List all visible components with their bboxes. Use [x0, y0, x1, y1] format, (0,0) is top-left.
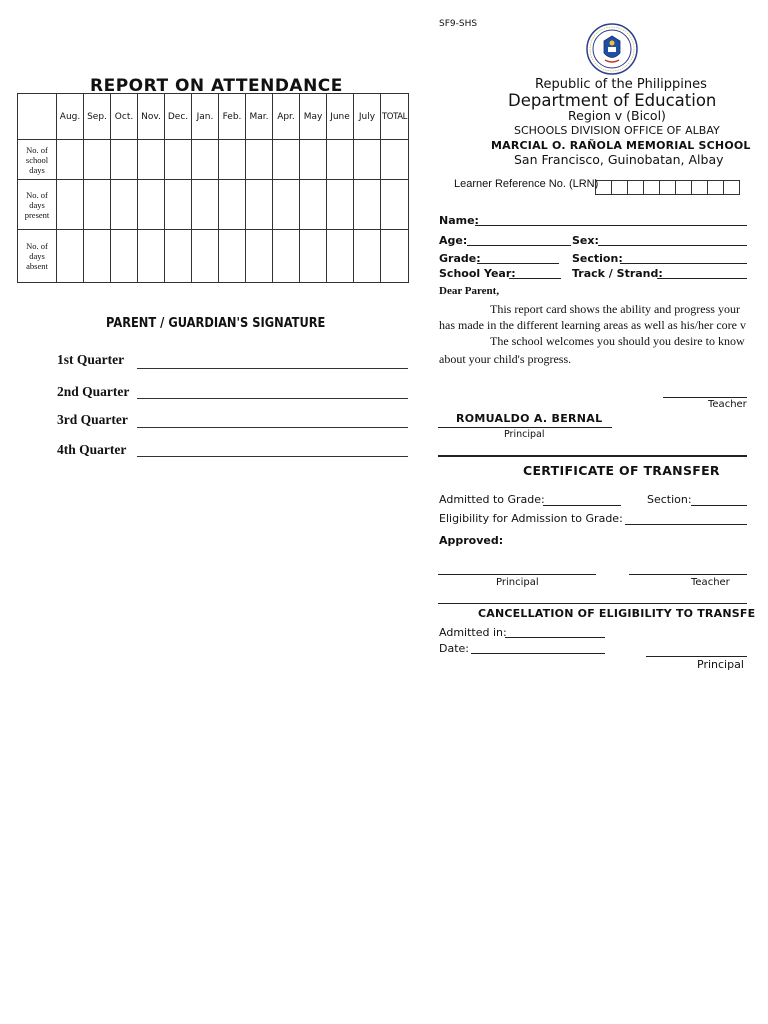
attendance-cell[interactable] — [219, 140, 246, 180]
cancellation-principal-line[interactable] — [646, 656, 747, 657]
admitted-in-label: Admitted in: — [439, 626, 507, 639]
admitted-grade-field[interactable] — [543, 505, 621, 506]
attendance-cell[interactable] — [354, 180, 381, 230]
attendance-cell[interactable] — [57, 140, 84, 180]
attendance-cell[interactable] — [246, 140, 273, 180]
teacher-label: Teacher — [708, 399, 747, 410]
lrn-boxes[interactable] — [596, 177, 740, 196]
transfer-teacher-label: Teacher — [691, 577, 730, 588]
attendance-cell[interactable] — [192, 230, 219, 283]
month-header: Dec. — [165, 94, 192, 140]
lrn-digit-box[interactable] — [611, 180, 628, 195]
principal-signature-line[interactable] — [438, 427, 612, 428]
eligibility-label: Eligibility for Admission to Grade: — [439, 512, 623, 525]
attendance-cell[interactable] — [84, 180, 111, 230]
attendance-cell[interactable] — [273, 230, 300, 283]
age-label: Age: — [439, 234, 468, 247]
quarter-label: 3rd Quarter — [57, 412, 128, 427]
division-line: SCHOOLS DIVISION OFFICE OF ALBAY — [514, 124, 720, 137]
month-header: Apr. — [273, 94, 300, 140]
transfer-section-field[interactable] — [691, 505, 747, 506]
lrn-digit-box[interactable] — [643, 180, 660, 195]
department-name: Department of Education — [508, 91, 717, 110]
cancellation-principal-label: Principal — [697, 658, 744, 671]
quarter-label: 4th Quarter — [57, 442, 127, 457]
admitted-grade-label: Admitted to Grade: — [439, 493, 545, 506]
month-header: Nov. — [138, 94, 165, 140]
section-field[interactable] — [620, 263, 747, 264]
sex-label: Sex: — [572, 234, 599, 247]
transfer-teacher-line[interactable] — [629, 574, 747, 575]
transfer-principal-line[interactable] — [438, 574, 596, 575]
attendance-cell[interactable] — [219, 230, 246, 283]
signature-line-q2[interactable] — [137, 398, 408, 399]
quarter-label: 1st Quarter — [57, 352, 125, 367]
transfer-section-label: Section: — [647, 493, 692, 506]
transfer-title: CERTIFICATE OF TRANSFER — [523, 463, 720, 478]
attendance-cell[interactable] — [165, 140, 192, 180]
attendance-table — [17, 93, 409, 283]
admitted-in-field[interactable] — [505, 637, 605, 638]
name-field[interactable] — [475, 225, 747, 226]
attendance-cell[interactable] — [246, 230, 273, 283]
form-code: SF9-SHS — [439, 19, 478, 29]
attendance-cell[interactable] — [57, 230, 84, 283]
school-year-label: School Year: — [439, 267, 516, 280]
principal-name: ROMUALDO A. BERNAL — [456, 412, 603, 425]
month-header: Sep. — [84, 94, 111, 140]
month-header: Jan. — [192, 94, 219, 140]
cancellation-title: CANCELLATION OF ELIGIBILITY TO TRANSFE — [478, 607, 756, 620]
month-header: Feb. — [219, 94, 246, 140]
attendance-cell[interactable] — [354, 230, 381, 283]
row-label: No. of days absent — [18, 230, 57, 283]
name-label: Name: — [439, 214, 479, 227]
month-header: Mar. — [246, 94, 273, 140]
attendance-cell[interactable] — [84, 230, 111, 283]
letter-line: about your child's progress. — [439, 352, 572, 366]
lrn-digit-box[interactable] — [675, 180, 692, 195]
section-label: Section: — [572, 252, 623, 265]
attendance-cell[interactable] — [138, 140, 165, 180]
letter-line: has made in the different learning areas as well as his/her core v — [439, 318, 746, 332]
principal-label: Principal — [504, 429, 545, 440]
school-name: MARCIAL O. RAÑOLA MEMORIAL SCHOOL — [491, 139, 751, 152]
lrn-digit-box[interactable] — [627, 180, 644, 195]
attendance-cell[interactable] — [327, 230, 354, 283]
republic-line: Republic of the Philippines — [535, 77, 707, 92]
attendance-cell[interactable] — [354, 140, 381, 180]
letter-line: The school welcomes you should you desire to know — [490, 334, 745, 348]
school-address: San Francisco, Guinobatan, Albay — [514, 152, 724, 167]
letter-line: This report card shows the ability and progress your — [490, 302, 740, 316]
attendance-cell[interactable] — [246, 180, 273, 230]
attendance-total-cell[interactable] — [381, 180, 409, 230]
attendance-cell[interactable] — [300, 230, 327, 283]
track-strand-label: Track / Strand: — [572, 267, 663, 280]
lrn-digit-box[interactable] — [723, 180, 740, 195]
attendance-cell[interactable] — [165, 180, 192, 230]
attendance-cell[interactable] — [327, 180, 354, 230]
attendance-cell[interactable] — [327, 140, 354, 180]
eligibility-field[interactable] — [625, 524, 747, 525]
lrn-digit-box[interactable] — [691, 180, 708, 195]
attendance-row-days-absent — [18, 230, 409, 283]
month-header: June — [327, 94, 354, 140]
lrn-digit-box[interactable] — [595, 180, 612, 195]
age-field[interactable] — [467, 245, 571, 246]
grade-label: Grade: — [439, 252, 481, 265]
approved-label: Approved: — [439, 534, 504, 547]
attendance-cell[interactable] — [57, 180, 84, 230]
row-label: No. of days present — [18, 180, 57, 230]
letter-salutation: Dear Parent, — [439, 285, 500, 297]
month-header: May — [300, 94, 327, 140]
attendance-total-cell[interactable] — [381, 230, 409, 283]
signature-title: PARENT / GUARDIAN'S SIGNATURE — [106, 316, 326, 331]
region-line: Region v (Bicol) — [568, 108, 666, 123]
signature-line-q3[interactable] — [137, 427, 408, 428]
attendance-title: REPORT ON ATTENDANCE — [90, 76, 343, 96]
total-header: TOTAL — [381, 94, 409, 140]
grade-field[interactable] — [477, 263, 559, 264]
lrn-digit-box[interactable] — [659, 180, 676, 195]
month-header: Aug. — [57, 94, 84, 140]
attendance-cell[interactable] — [273, 180, 300, 230]
sex-field[interactable] — [598, 245, 747, 246]
school-year-field[interactable] — [509, 278, 561, 279]
attendance-cell[interactable] — [84, 140, 111, 180]
attendance-row-school-days — [18, 140, 409, 180]
attendance-cell[interactable] — [300, 140, 327, 180]
attendance-cell[interactable] — [300, 180, 327, 230]
month-header: July — [354, 94, 381, 140]
attendance-cell[interactable] — [138, 230, 165, 283]
transfer-principal-label: Principal — [496, 577, 539, 588]
attendance-cell[interactable] — [219, 180, 246, 230]
attendance-cell[interactable] — [138, 180, 165, 230]
date-label: Date: — [439, 642, 469, 655]
deped-seal-icon — [586, 23, 638, 75]
attendance-row-days-present — [18, 180, 409, 230]
attendance-cell[interactable] — [192, 180, 219, 230]
signature-line-q1[interactable] — [137, 368, 408, 369]
attendance-total-cell[interactable] — [381, 140, 409, 180]
quarter-label: 2nd Quarter — [57, 384, 130, 399]
month-header: Oct. — [111, 94, 138, 140]
section-divider — [438, 455, 747, 457]
attendance-cell[interactable] — [111, 180, 138, 230]
attendance-cell[interactable] — [273, 140, 300, 180]
track-strand-field[interactable] — [657, 278, 747, 279]
date-field[interactable] — [471, 653, 605, 654]
attendance-cell[interactable] — [111, 230, 138, 283]
attendance-cell[interactable] — [165, 230, 192, 283]
lrn-digit-box[interactable] — [707, 180, 724, 195]
attendance-cell[interactable] — [111, 140, 138, 180]
corner-cell — [18, 94, 57, 140]
attendance-header-row — [18, 94, 409, 140]
cancellation-divider — [438, 603, 747, 604]
signature-line-q4[interactable] — [137, 456, 408, 457]
teacher-signature-line[interactable] — [663, 397, 747, 398]
attendance-cell[interactable] — [192, 140, 219, 180]
lrn-label: Learner Reference No. (LRN) — [454, 178, 599, 190]
row-label: No. of school days — [18, 140, 57, 180]
